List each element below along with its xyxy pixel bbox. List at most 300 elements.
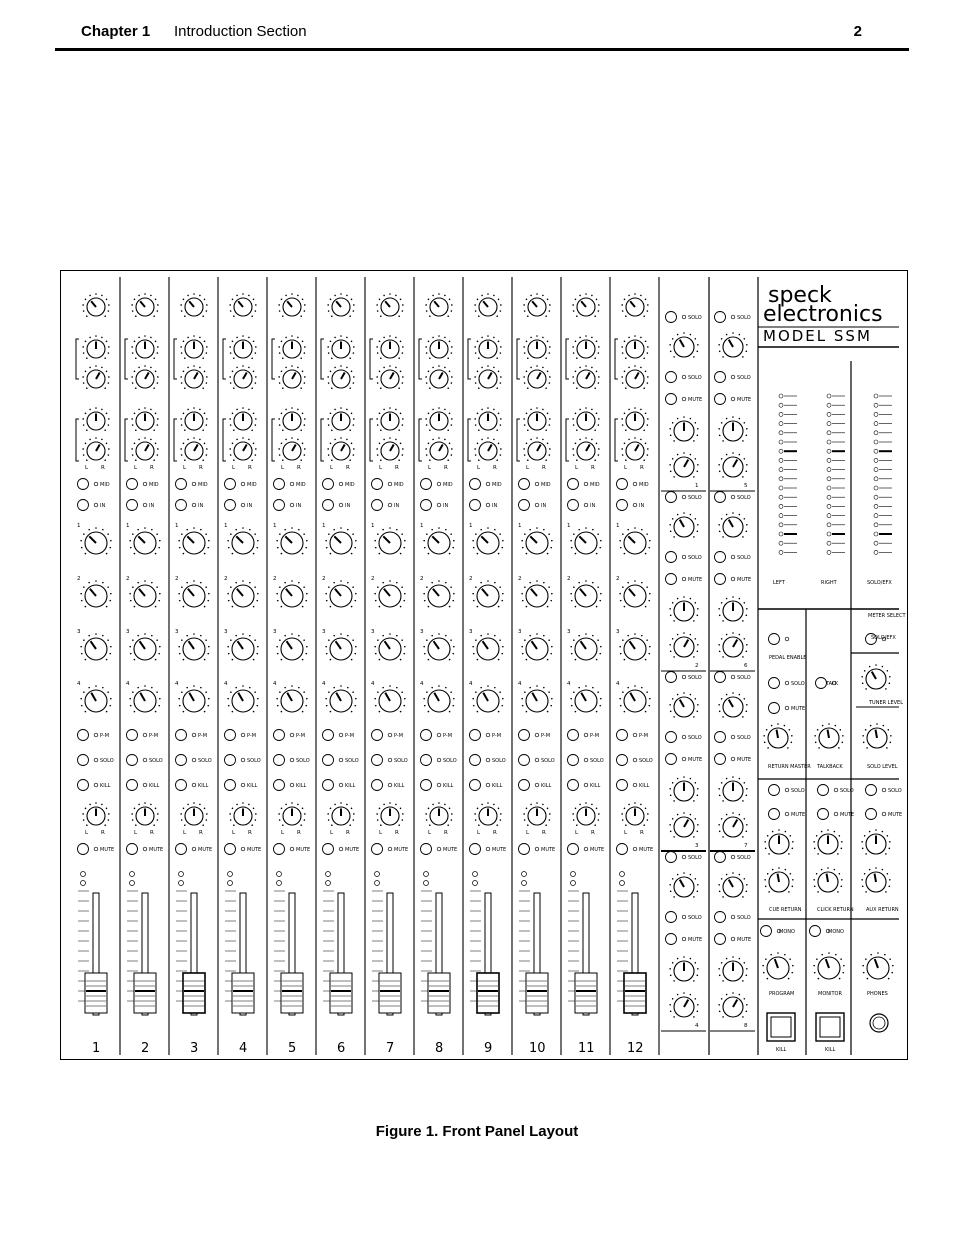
return-knob: [669, 632, 698, 657]
svg-text:1: 1: [518, 523, 522, 529]
pan-l-label: L: [379, 830, 383, 836]
solo-level-label: SOLO LEVEL: [867, 764, 898, 770]
tuner-level-knob: [861, 664, 890, 689]
svg-text:SOLO: SOLO: [737, 315, 751, 321]
channel-knob: [180, 293, 207, 317]
svg-text:MUTE: MUTE: [737, 937, 752, 943]
aux-send-knob: [472, 580, 503, 607]
in-button: [78, 500, 106, 511]
aux-send-knob: [472, 685, 503, 712]
svg-text:2: 2: [175, 576, 179, 582]
channel-l-label: L: [85, 465, 89, 471]
return-solo-button: [769, 785, 805, 796]
fader-cap: [428, 973, 450, 1013]
kill-button: [470, 780, 503, 791]
click-return-label: CLICK RETURN: [817, 907, 854, 913]
led-icon: [571, 872, 576, 877]
mute-button: [617, 844, 654, 855]
mute-button: [470, 844, 507, 855]
pan-knob: [327, 802, 354, 826]
svg-text:SOLO: SOLO: [590, 758, 604, 764]
return-knob: [669, 416, 698, 441]
svg-text:4: 4: [371, 681, 375, 687]
channel-number: 6: [337, 1041, 346, 1056]
channel-knob: [474, 335, 501, 359]
in-button: [127, 500, 155, 511]
channel-l-label: L: [281, 465, 285, 471]
mute-button: [127, 844, 164, 855]
solo-button: [519, 755, 555, 766]
aux-send-knob: [129, 580, 160, 607]
svg-text:3: 3: [273, 629, 277, 635]
meter-led-icon: [779, 477, 783, 481]
svg-text:P-M: P-M: [100, 733, 110, 739]
svg-text:SOLO: SOLO: [737, 375, 751, 381]
svg-text:KILL: KILL: [590, 783, 601, 789]
aux-send-knob: [619, 685, 650, 712]
channel-l-label: L: [428, 465, 432, 471]
aux-send-knob: [423, 685, 454, 712]
svg-text:MID: MID: [198, 482, 208, 488]
in-button: [519, 500, 547, 511]
channel-knob: [82, 335, 109, 359]
channel-l-label: L: [624, 465, 628, 471]
return-level-knob: [861, 867, 890, 892]
led-icon: [424, 881, 429, 886]
return-block: [710, 312, 755, 492]
mid-button: [470, 479, 502, 490]
channel-r-label: R: [444, 465, 448, 471]
svg-text:IN: IN: [639, 503, 645, 509]
pm-button: [225, 730, 257, 741]
led-icon: [228, 881, 233, 886]
fader-cap: [379, 973, 401, 1013]
return-mute-button: [715, 394, 752, 405]
aux-send-knob: [325, 633, 356, 660]
meter-led-icon: [779, 458, 783, 462]
led-icon: [130, 881, 135, 886]
channel-knob: [229, 407, 256, 431]
channel-l-label: L: [379, 465, 383, 471]
channel-r-label: R: [346, 465, 350, 471]
master-controls: [758, 609, 902, 1055]
aux-send-knob: [129, 527, 160, 554]
meter-led-icon: [779, 541, 783, 545]
aux-send-knob: [325, 580, 356, 607]
pan-r-label: R: [542, 830, 546, 836]
svg-text:IN: IN: [492, 503, 498, 509]
channel-knob: [229, 335, 256, 359]
meter-led-icon: [779, 440, 783, 444]
svg-text:MID: MID: [443, 482, 453, 488]
fader-cap: [330, 973, 352, 1013]
return-knob: [669, 872, 698, 897]
solo-button: [225, 755, 261, 766]
monitor-kill-label: KILL: [825, 1047, 836, 1053]
pm-button: [127, 730, 159, 741]
return-number: 8: [744, 1023, 748, 1029]
svg-text:KILL: KILL: [296, 783, 307, 789]
in-button: [372, 500, 400, 511]
meter-right-label: RIGHT: [821, 580, 837, 586]
svg-text:MID: MID: [100, 482, 110, 488]
svg-text:SOLO: SOLO: [737, 915, 751, 921]
meter-led-icon: [779, 431, 783, 435]
return-knob: [718, 812, 747, 837]
kill-button: [519, 780, 552, 791]
in-button: [323, 500, 351, 511]
mid-button: [372, 479, 404, 490]
return-mute-button: [666, 934, 703, 945]
channel-strip: [370, 277, 414, 1056]
meter-led-icon: [827, 532, 831, 536]
svg-text:P-M: P-M: [639, 733, 649, 739]
aux-send-knob: [619, 580, 650, 607]
svg-text:P-M: P-M: [198, 733, 208, 739]
return-number: 6: [744, 663, 748, 669]
meter-led-icon: [827, 495, 831, 499]
svg-text:MUTE: MUTE: [149, 847, 164, 853]
led-icon: [81, 872, 86, 877]
aux-send-knob: [227, 527, 258, 554]
svg-text:KILL: KILL: [149, 783, 160, 789]
channel-strips: [71, 276, 659, 1056]
svg-text:MUTE: MUTE: [639, 847, 654, 853]
kill-button: [568, 780, 601, 791]
return-mute-button: [715, 574, 752, 585]
mid-button: [274, 479, 306, 490]
channel-strip: [223, 277, 267, 1056]
mid-button: [421, 479, 453, 490]
svg-text:MUTE: MUTE: [688, 577, 703, 583]
svg-text:1: 1: [224, 523, 228, 529]
svg-text:SOLO: SOLO: [247, 758, 261, 764]
svg-text:P-M: P-M: [247, 733, 257, 739]
svg-text:MUTE: MUTE: [590, 847, 605, 853]
svg-text:MUTE: MUTE: [888, 812, 903, 818]
talk-button-label: TALK: [826, 681, 839, 687]
solo-button: [176, 755, 212, 766]
meter-led-icon: [827, 440, 831, 444]
in-button: [225, 500, 253, 511]
pan-l-label: L: [526, 830, 530, 836]
monitor-mono-label: MONO: [828, 929, 844, 935]
channel-number: 5: [288, 1041, 297, 1056]
pan-r-label: R: [248, 830, 252, 836]
channel-knob: [523, 437, 550, 461]
svg-text:IN: IN: [149, 503, 155, 509]
led-icon: [130, 872, 135, 877]
meter-led-icon: [827, 422, 831, 426]
talkback-knob: [814, 723, 843, 748]
channel-knob: [523, 365, 550, 389]
channel-knob: [131, 365, 158, 389]
pan-knob: [131, 802, 158, 826]
mid-button: [127, 479, 159, 490]
aux-send-knob: [80, 527, 111, 554]
meter-led-icon: [779, 550, 783, 554]
svg-text:P-M: P-M: [296, 733, 306, 739]
aux-send-knob: [80, 633, 111, 660]
svg-text:SOLO: SOLO: [541, 758, 555, 764]
channel-strip: [76, 277, 120, 1056]
return-knob: [669, 512, 698, 537]
meter-led-icon: [874, 477, 878, 481]
pan-l-label: L: [428, 830, 432, 836]
in-button: [274, 500, 302, 511]
svg-text:SOLO: SOLO: [791, 681, 805, 687]
aux-send-knob: [521, 685, 552, 712]
channel-knob: [621, 335, 648, 359]
fader-cap: [183, 973, 205, 1013]
meter-led-icon: [874, 495, 878, 499]
solo-button: [470, 755, 506, 766]
pan-knob: [474, 802, 501, 826]
mid-button: [78, 479, 110, 490]
channel-knob: [180, 437, 207, 461]
aux-send-knob: [521, 580, 552, 607]
led-icon: [326, 881, 331, 886]
meter-led-icon: [827, 403, 831, 407]
pan-knob: [278, 802, 305, 826]
channel-number: 7: [386, 1041, 395, 1056]
front-panel-figure: [60, 270, 908, 1060]
channel-knob: [621, 365, 648, 389]
svg-text:IN: IN: [443, 503, 449, 509]
led-icon: [179, 872, 184, 877]
fader-cap: [232, 973, 254, 1013]
in-button: [176, 500, 204, 511]
channel-knob: [180, 365, 207, 389]
phones-label: PHONES: [867, 991, 888, 997]
channel-knob: [621, 293, 648, 317]
return-master-solo-button: [769, 678, 805, 689]
channel-strip: [419, 277, 463, 1056]
meter-left-label: LEFT: [773, 580, 785, 586]
return-knob: [718, 872, 747, 897]
channel-knob: [131, 293, 158, 317]
svg-text:1: 1: [567, 523, 571, 529]
meter-led-icon: [827, 504, 831, 508]
channel-knob: [278, 365, 305, 389]
svg-text:MUTE: MUTE: [296, 847, 311, 853]
mute-button: [519, 844, 556, 855]
channel-number: 2: [141, 1041, 150, 1056]
return-master-label: RETURN MASTER: [768, 764, 811, 770]
meter-led-icon: [874, 532, 878, 536]
return-solo-button: [715, 492, 751, 503]
aux-send-knob: [374, 685, 405, 712]
channel-knob: [376, 335, 403, 359]
svg-text:1: 1: [126, 523, 130, 529]
svg-text:KILL: KILL: [100, 783, 111, 789]
channel-knob: [180, 335, 207, 359]
fader-cap: [526, 973, 548, 1013]
return-master-knob: [763, 723, 792, 748]
svg-text:3: 3: [518, 629, 522, 635]
channel-knob: [572, 407, 599, 431]
led-icon: [522, 881, 527, 886]
return-master-mute-button: [769, 703, 806, 714]
pm-button: [176, 730, 208, 741]
led-icon: [620, 872, 625, 877]
aux-send-knob: [374, 633, 405, 660]
channel-knob: [327, 407, 354, 431]
pan-knob: [376, 802, 403, 826]
channel-knob: [474, 437, 501, 461]
meter-led-icon: [779, 394, 783, 398]
channel-knob: [425, 407, 452, 431]
channel-number: 9: [484, 1041, 493, 1056]
meter-led-icon: [874, 468, 878, 472]
svg-text:2: 2: [420, 576, 424, 582]
pan-l-label: L: [232, 830, 236, 836]
channel-knob: [180, 407, 207, 431]
svg-text:SOLO: SOLO: [688, 315, 702, 321]
svg-text:4: 4: [224, 681, 228, 687]
meter-led-icon: [874, 403, 878, 407]
svg-text:2: 2: [273, 576, 277, 582]
channel-knob: [82, 437, 109, 461]
kill-button: [78, 780, 111, 791]
pan-knob: [523, 802, 550, 826]
meter-led-icon: [827, 477, 831, 481]
channel-knob: [621, 407, 648, 431]
meter-led-icon: [779, 504, 783, 508]
mid-button: [225, 479, 257, 490]
aux-send-knob: [374, 580, 405, 607]
meter-led-icon: [779, 523, 783, 527]
svg-text:IN: IN: [345, 503, 351, 509]
channel-knob: [327, 365, 354, 389]
svg-text:3: 3: [175, 629, 179, 635]
aux-send-knob: [570, 633, 601, 660]
channel-knob: [474, 407, 501, 431]
channel-r-label: R: [395, 465, 399, 471]
svg-text:MUTE: MUTE: [688, 397, 703, 403]
svg-text:P-M: P-M: [590, 733, 600, 739]
channel-number: 4: [239, 1041, 248, 1056]
pm-button: [568, 730, 600, 741]
return-knob: [669, 776, 698, 801]
svg-text:SOLO: SOLO: [737, 735, 751, 741]
meter-bridge: [779, 394, 892, 554]
channel-number: 3: [190, 1041, 199, 1056]
brand-speck: speck: [768, 283, 832, 308]
pan-knob: [229, 802, 256, 826]
svg-text:4: 4: [420, 681, 424, 687]
return-knob: [718, 632, 747, 657]
channel-knob: [278, 335, 305, 359]
meter-led-icon: [874, 514, 878, 518]
svg-text:SOLO: SOLO: [394, 758, 408, 764]
svg-text:SOLO: SOLO: [296, 758, 310, 764]
channel-knob: [425, 365, 452, 389]
meter-led-icon: [827, 523, 831, 527]
channel-knob: [327, 293, 354, 317]
meter-led-icon: [779, 422, 783, 426]
led-icon: [473, 881, 478, 886]
solo-button: [421, 755, 457, 766]
svg-text:MUTE: MUTE: [737, 757, 752, 763]
pan-r-label: R: [640, 830, 644, 836]
channel-l-label: L: [477, 465, 481, 471]
return-block: [710, 852, 755, 1032]
return-block: [661, 672, 706, 852]
aux-send-knob: [521, 527, 552, 554]
aux-send-knob: [472, 633, 503, 660]
svg-text:4: 4: [273, 681, 277, 687]
svg-text:SOLO: SOLO: [688, 555, 702, 561]
channel-knob: [474, 293, 501, 317]
meter-led-icon: [874, 440, 878, 444]
pm-button: [617, 730, 649, 741]
svg-text:SOLO: SOLO: [791, 788, 805, 794]
svg-text:MUTE: MUTE: [198, 847, 213, 853]
pan-l-label: L: [134, 830, 138, 836]
return-knob: [718, 776, 747, 801]
return-solo-button: [715, 312, 751, 323]
channel-strip: [468, 277, 512, 1056]
solo-efx-button-label: SOLO/EFX: [871, 635, 896, 641]
led-icon: [228, 872, 233, 877]
solo-button: [323, 755, 359, 766]
talkback-label: TALKBACK: [817, 764, 843, 770]
led-icon: [375, 881, 380, 886]
program-label: PROGRAM: [769, 991, 795, 997]
aux-send-knob: [227, 580, 258, 607]
meter-led-icon: [874, 523, 878, 527]
pan-knob: [425, 802, 452, 826]
fader-cap: [477, 973, 499, 1013]
pm-button: [372, 730, 404, 741]
meter-led-icon: [779, 412, 783, 416]
return-solo-button: [666, 372, 702, 383]
aux-send-knob: [178, 633, 209, 660]
aux-send-knob: [619, 527, 650, 554]
return-knob: [718, 452, 747, 477]
meter-led-icon: [827, 449, 831, 453]
pan-r-label: R: [346, 830, 350, 836]
svg-text:1: 1: [175, 523, 179, 529]
solo-button: [274, 755, 310, 766]
return-solo-button: [666, 492, 702, 503]
aux-send-knob: [570, 580, 601, 607]
svg-text:MID: MID: [590, 482, 600, 488]
svg-text:IN: IN: [590, 503, 596, 509]
return-level-knob: [813, 829, 842, 854]
svg-text:2: 2: [567, 576, 571, 582]
channel-number: 8: [435, 1041, 444, 1056]
svg-text:KILL: KILL: [198, 783, 209, 789]
pm-button: [421, 730, 453, 741]
svg-text:3: 3: [567, 629, 571, 635]
channel-strip: [272, 277, 316, 1056]
return-mute-button: [715, 754, 752, 765]
effects-returns: [661, 277, 758, 1055]
fader-cap: [85, 973, 107, 1013]
channel-knob: [523, 293, 550, 317]
aux-send-knob: [325, 527, 356, 554]
channel-knob: [229, 437, 256, 461]
pm-button: [78, 730, 110, 741]
pan-knob: [621, 802, 648, 826]
channel-strip: [517, 277, 561, 1056]
return-block: [661, 492, 706, 672]
return-solo-button: [666, 912, 702, 923]
channel-knob: [425, 335, 452, 359]
channel-r-label: R: [199, 465, 203, 471]
